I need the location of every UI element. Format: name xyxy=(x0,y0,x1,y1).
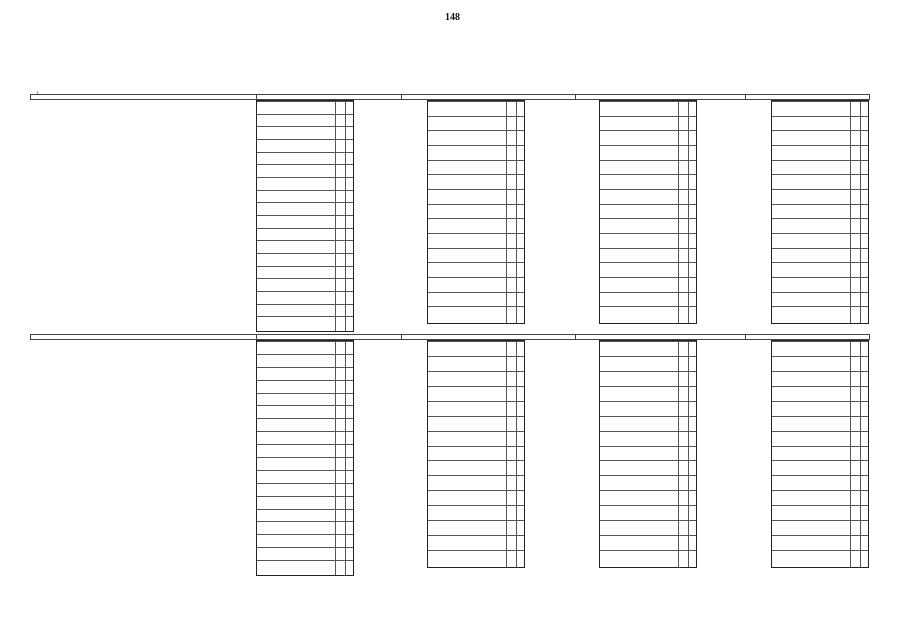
table-row xyxy=(772,356,868,371)
table-row xyxy=(772,292,868,307)
table-row xyxy=(257,444,353,457)
table-row xyxy=(257,431,353,444)
table-row xyxy=(772,248,868,263)
table-row xyxy=(257,405,353,418)
table-row xyxy=(428,490,524,505)
table-row xyxy=(600,306,696,321)
table-row xyxy=(600,116,696,131)
data-table xyxy=(427,100,525,324)
table-row xyxy=(257,509,353,522)
table-row xyxy=(600,505,696,520)
table-row xyxy=(428,356,524,371)
page-number: 148 xyxy=(445,12,460,23)
table-row xyxy=(772,233,868,248)
table-row xyxy=(428,505,524,520)
table-row xyxy=(428,386,524,401)
table-row xyxy=(772,386,868,401)
table-row xyxy=(772,130,868,145)
table-row xyxy=(772,401,868,416)
table-row xyxy=(257,547,353,560)
table-row xyxy=(257,534,353,547)
data-table xyxy=(599,100,697,324)
data-table xyxy=(771,100,869,324)
table-row xyxy=(428,160,524,175)
table-row xyxy=(772,505,868,520)
table-row xyxy=(428,446,524,461)
table-row xyxy=(428,475,524,490)
table-row xyxy=(428,145,524,160)
table-row xyxy=(600,160,696,175)
table-row xyxy=(772,416,868,431)
table-row xyxy=(428,550,524,565)
table-row xyxy=(772,431,868,446)
table-row xyxy=(257,266,353,279)
table-row xyxy=(600,341,696,356)
table-row xyxy=(600,535,696,550)
table-row xyxy=(600,460,696,475)
band-divider xyxy=(575,94,576,100)
table-row xyxy=(257,521,353,534)
table-row xyxy=(257,240,353,253)
table-row xyxy=(600,262,696,277)
table-row xyxy=(600,189,696,204)
table-row xyxy=(257,367,353,380)
table-row xyxy=(428,460,524,475)
table-row xyxy=(600,371,696,386)
data-table xyxy=(256,340,354,576)
table-row xyxy=(428,277,524,292)
table-row xyxy=(772,550,868,565)
table-row xyxy=(772,535,868,550)
table-row xyxy=(257,202,353,215)
table-row xyxy=(428,306,524,321)
table-row xyxy=(600,386,696,401)
table-row xyxy=(257,354,353,367)
table-row xyxy=(257,215,353,228)
table-row xyxy=(600,248,696,263)
table-row xyxy=(600,490,696,505)
table-row xyxy=(257,164,353,177)
table-row xyxy=(772,101,868,116)
table-row xyxy=(772,446,868,461)
band-divider xyxy=(401,94,402,100)
table-row xyxy=(257,418,353,431)
corner-mark: 3 xyxy=(36,92,39,97)
table-row xyxy=(428,262,524,277)
table-row xyxy=(600,550,696,565)
table-row xyxy=(772,306,868,321)
table-row xyxy=(428,233,524,248)
table-row xyxy=(772,262,868,277)
table-row xyxy=(772,341,868,356)
table-row xyxy=(428,431,524,446)
table-row xyxy=(772,277,868,292)
band-divider xyxy=(401,334,402,340)
table-row xyxy=(428,535,524,550)
table-row xyxy=(257,380,353,393)
table-row xyxy=(600,233,696,248)
table-row xyxy=(428,292,524,307)
table-row xyxy=(257,304,353,317)
table-row xyxy=(257,114,353,127)
band-divider xyxy=(745,334,746,340)
table-row xyxy=(772,174,868,189)
table-row xyxy=(257,190,353,203)
table-row xyxy=(772,371,868,386)
table-row xyxy=(428,101,524,116)
table-row xyxy=(428,341,524,356)
table-row xyxy=(772,475,868,490)
table-row xyxy=(257,177,353,190)
table-row xyxy=(428,174,524,189)
table-row xyxy=(428,189,524,204)
table-row xyxy=(600,416,696,431)
table-row xyxy=(257,341,353,354)
data-table xyxy=(256,100,354,332)
table-row xyxy=(428,416,524,431)
table-row xyxy=(772,116,868,131)
table-row xyxy=(257,139,353,152)
table-row xyxy=(428,204,524,219)
table-row xyxy=(257,101,353,114)
band-divider xyxy=(575,334,576,340)
table-row xyxy=(257,560,353,573)
table-row xyxy=(600,292,696,307)
data-table xyxy=(427,340,525,568)
table-row xyxy=(600,520,696,535)
table-row xyxy=(257,253,353,266)
band-divider xyxy=(745,94,746,100)
data-table xyxy=(599,340,697,568)
table-row xyxy=(600,475,696,490)
table-row xyxy=(428,401,524,416)
table-row xyxy=(772,490,868,505)
data-table xyxy=(771,340,869,568)
table-row xyxy=(257,228,353,241)
table-row xyxy=(428,218,524,233)
table-row xyxy=(428,130,524,145)
table-row xyxy=(600,356,696,371)
table-row xyxy=(257,457,353,470)
table-row xyxy=(600,174,696,189)
table-row xyxy=(600,277,696,292)
table-row xyxy=(600,145,696,160)
table-row xyxy=(600,204,696,219)
table-row xyxy=(600,431,696,446)
table-row xyxy=(772,460,868,475)
table-row xyxy=(257,470,353,483)
table-row xyxy=(600,218,696,233)
table-row xyxy=(600,401,696,416)
table-row xyxy=(772,189,868,204)
table-row xyxy=(428,371,524,386)
table-row xyxy=(772,160,868,175)
table-row xyxy=(772,145,868,160)
table-row xyxy=(257,126,353,139)
table-row xyxy=(428,116,524,131)
table-row xyxy=(257,278,353,291)
table-row xyxy=(428,248,524,263)
table-row xyxy=(428,520,524,535)
table-row xyxy=(257,483,353,496)
table-row xyxy=(257,152,353,165)
table-row xyxy=(257,496,353,509)
table-row xyxy=(772,520,868,535)
table-row xyxy=(257,393,353,406)
table-row xyxy=(600,130,696,145)
table-row xyxy=(772,218,868,233)
table-row xyxy=(257,291,353,304)
table-row xyxy=(600,101,696,116)
table-row xyxy=(772,204,868,219)
table-row xyxy=(600,446,696,461)
table-row xyxy=(257,316,353,329)
